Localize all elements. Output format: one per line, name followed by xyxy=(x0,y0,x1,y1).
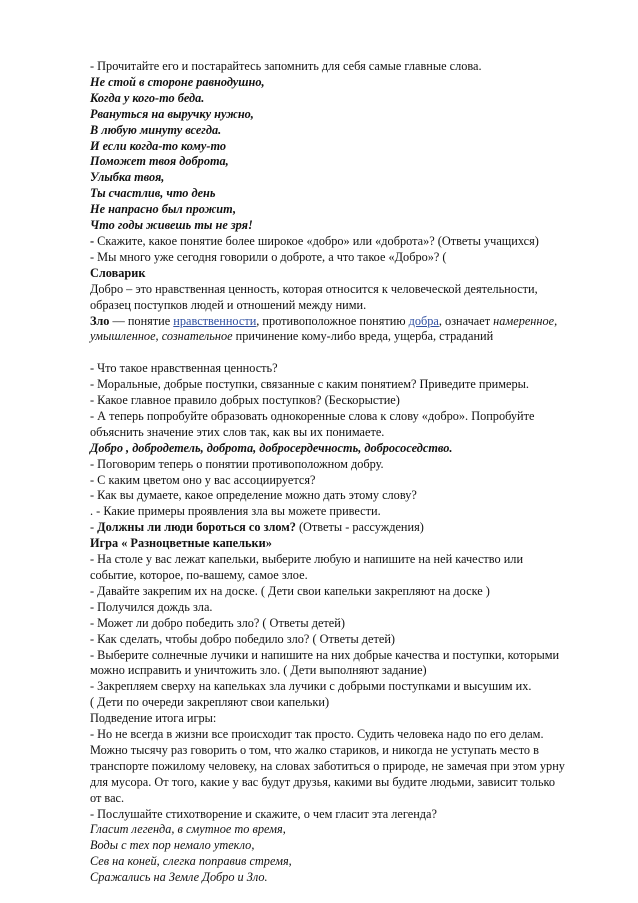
text-line: транспорте пожилому человеку, на словах заботиться о природе, не замечая при этом урну xyxy=(90,758,565,773)
fight-question xyxy=(90,520,590,536)
legend-line: Гласит легенда, в смутное то время, xyxy=(90,822,286,837)
definition-evil-line xyxy=(90,329,590,345)
fight-dash: - xyxy=(90,520,98,535)
good-link[interactable]: добра xyxy=(408,313,439,328)
text-line: - Как сделать, чтобы добро победило зло? ( Ответы детей) xyxy=(90,631,396,646)
question-text: Скажите, какое понятие более широкое «добро» или «доброта»? (Ответы учащихся) xyxy=(97,233,539,248)
text-line: - Но не всегда в жизни все происходит так просто. Судить человека надо по его делам. xyxy=(90,727,544,742)
fight-rest: (Ответы - рассуждения) xyxy=(295,520,424,535)
text-line: - Закрепляем сверху на капельках зла лучики с добрыми поступками и высушим их. xyxy=(90,679,532,694)
poem-line: Не напрасно был прожит, xyxy=(90,202,237,217)
text-line: ( Дети по очереди закрепляют свои капельки) xyxy=(90,695,330,710)
document-page xyxy=(90,59,590,886)
fight-bold: Должны ли люди бороться со злом? xyxy=(97,520,296,535)
text-line: . - Какие примеры проявления зла вы можете привести. xyxy=(90,504,381,519)
definition-good-line: образец поступков людей и отношений между ними. xyxy=(90,297,367,312)
legend-line: Сражались на Земле Добро и Зло. xyxy=(90,870,268,885)
game-title: Игра « Разноцветные капельки» xyxy=(90,536,272,551)
evil-tail: причинение кому-либо вреда, ущерба, страданий xyxy=(232,329,494,344)
cognates-line: Добро , добродетель, доброта, добросердечность, добрососедство. xyxy=(90,440,453,455)
text-line: - Получился дождь зла. xyxy=(90,599,213,614)
legend-line: Воды с тех пор немало утекло, xyxy=(90,838,255,853)
poem-line: Поможет твоя доброта, xyxy=(90,154,229,169)
poem-line: Не стой в стороне равнодушно, xyxy=(90,74,265,89)
text-line: Подведение итога игры: xyxy=(90,711,217,726)
evil-italic-1: намеренное, xyxy=(493,313,558,328)
poem-line: И если когда-то кому-то xyxy=(90,138,227,153)
poem-line: Ты счастлив, что день xyxy=(90,186,216,201)
evil-after: , означает xyxy=(438,313,494,328)
text-line: - С каким цветом оно у вас ассоциируется? xyxy=(90,472,316,487)
glossary-heading: Словарик xyxy=(90,265,146,280)
text-line: - Поговорим теперь о понятии противоположном добру. xyxy=(90,456,384,471)
text-line: - Какое главное правило добрых поступков? (Бескорыстие) xyxy=(90,393,400,408)
evil-dash: — понятие xyxy=(109,313,174,328)
morality-link[interactable]: нравственности xyxy=(173,313,257,328)
text-line: - На столе у вас лежат капельки, выберите любую и напишите на ней качество или xyxy=(90,552,524,567)
text-line: событие, которое, по-вашему, самое злое. xyxy=(90,567,308,582)
poem-line: Рвануться на выручку нужно, xyxy=(90,106,254,121)
text-line: - Что такое нравственная ценность? xyxy=(90,361,278,376)
legend-poem xyxy=(90,822,590,886)
question-broader xyxy=(90,234,590,250)
text-line: можно исправить и уничтожить зло. ( Дети выполняют задание) xyxy=(90,663,427,678)
text-line: Можно тысячу раз говорить о том, что жалко стариков, и никогда не уступать место в xyxy=(90,742,539,757)
text-line: для мусора. От того, какие у вас будут друзья, какими вы будите людьми, зависит только xyxy=(90,774,555,789)
text-line: - Выберите солнечные лучики и напишите на них добрые качества и поступки, которыми xyxy=(90,647,560,662)
poem-line: Что годы живешь ты не зря! xyxy=(90,218,253,233)
definition-good-line: Добро – это нравственная ценность, которая относится к человеческой деятельности, xyxy=(90,281,538,296)
text-line: - А теперь попробуйте образовать однокоренные слова к слову «добро». Попробуйте xyxy=(90,408,535,423)
text-line: объяснить значение этих слов так, как вы их понимаете. xyxy=(90,424,385,439)
question-dash: - xyxy=(90,233,98,248)
poem-line: Когда у кого-то беда. xyxy=(90,90,205,105)
evil-term: Зло xyxy=(90,313,110,328)
evil-mid: , противоположное понятию xyxy=(256,313,409,328)
definition-evil-line xyxy=(90,314,590,330)
poem-line: В любую минуту всегда. xyxy=(90,122,222,137)
text-line: - Давайте закрепим их на доске. ( Дети свои капельки закрепляют на доске ) xyxy=(90,583,490,598)
intro-line: - Прочитайте его и постарайтесь запомнить для себя самые главные слова. xyxy=(90,59,482,73)
text-line: - Может ли добро победить зло? ( Ответы детей) xyxy=(90,615,345,630)
text-line: - Как вы думаете, какое определение можно дать этому слову? xyxy=(90,488,417,503)
text-line: - Послушайте стихотворение и скажите, о чем гласит эта легенда? xyxy=(90,806,437,821)
question-what-is-good: - Мы много уже сегодня говорили о доброте, а что такое «Добро»? ( xyxy=(90,249,447,264)
legend-line: Сев на коней, слегка поправив стремя, xyxy=(90,854,292,869)
poem-line: Улыбка твоя, xyxy=(90,170,165,185)
spacer xyxy=(90,345,590,361)
poem xyxy=(90,75,590,234)
evil-italic-2: умышленное, сознательное xyxy=(90,329,233,344)
text-line: от вас. xyxy=(90,790,125,805)
text-line: - Моральные, добрые поступки, связанные с каким понятием? Приведите примеры. xyxy=(90,377,529,392)
